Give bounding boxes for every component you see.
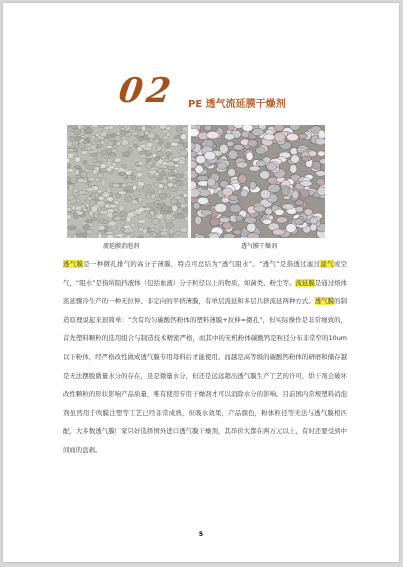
text-run: 或空气，“阻水”是指所阻挡液体（包括血液）分子粒径以上的物质，如菌类、粉尘等。 — [63, 260, 348, 287]
defoamer-granules-photo — [67, 125, 188, 238]
text-run: 流延膜 — [295, 278, 315, 287]
section-title: PE 透气流延膜干燥剂 — [188, 99, 286, 110]
text-run: 是一种微孔排气的高分子薄膜，特点可总结为“透气阻水”。“透气”是指透过滤过 — [83, 260, 321, 268]
text-run: 透气膜 — [63, 260, 84, 268]
text-run: 透气膜 — [314, 297, 335, 306]
figure-caption-defoamer: 流延膜消泡剂 — [103, 243, 140, 250]
document-page — [3, 3, 399, 562]
figure-caption-desiccant: 透气膜干燥剂 — [241, 243, 278, 250]
desiccant-pellets-photo — [191, 125, 325, 238]
text-run: 湿气 — [320, 260, 334, 268]
section-heading — [3, 71, 399, 113]
section-number: 02 — [116, 71, 178, 111]
body-paragraph — [63, 255, 347, 460]
text-run: 的制造原理说起来很简单：“含有均匀碳酸钙粉体的塑料薄膜+拉伸=微孔”，但实际操作是非常细致的，首先塑料颗粒的选用组合与制造技术精密严格，而其中的无机粉体碳酸钙是粒径分布非常窄的10um以下粉体，经严格改性做成透气膜专用母料后才能使用。而越是高等级的碳酸钙粉体的研磨和储存越是无法摆脱微量水分的存在，虽是微量水分，但还是远远超出透气膜生产工艺的许可，烘干剂会破坏改性颗粒的形状影响产品质量，唯有使用专用干燥剂才可以消除水分的影响。目前国内常规塑料消泡剂虽然用于吹膜注塑等工艺已经非常成熟，但吸水效果，产品颜色，粉体粒径等无法与透气膜相匹配，大多数透气膜厂家只好选择国外进口透气膜干燥剂，其昂价大都在两万元以上，有时还要受到中间商的盘剥。 — [63, 297, 348, 454]
page-number: 5 — [198, 531, 204, 538]
text-run: 是通过熔体流延骤冷生产的一种无拉伸、非定向的平挤薄膜，有单层流延和多层共挤流延两种方式。 — [63, 278, 348, 306]
